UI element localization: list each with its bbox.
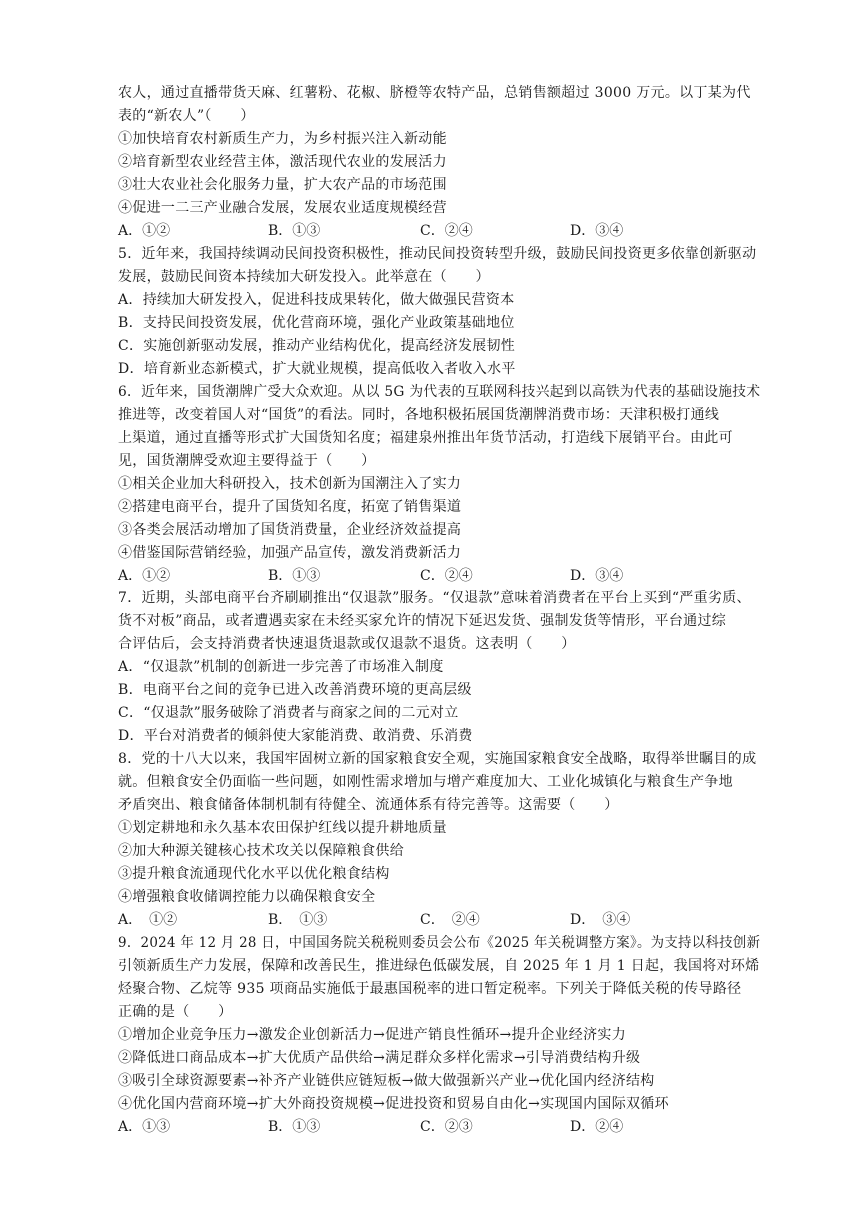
answer-options xyxy=(118,565,758,587)
question-stem-line: 发展，鼓励民间资本持续加大研发投入。此举意在（ ） xyxy=(118,269,490,285)
answer-options xyxy=(118,1116,758,1138)
question-stem-line: 9．2024 年 12 月 28 日，中国国务院关税税则委员会公布《2025 年关税调整方案》。为支持以科技创新 xyxy=(118,935,761,951)
statement-item: ③提升粮食流通现代化水平以优化粮食结构 xyxy=(118,866,390,882)
option-d[interactable]: D．②④ xyxy=(570,1119,624,1135)
option-c[interactable]: C．“仅退款”服务破除了消费者与商家之间的二元对立 xyxy=(118,705,459,721)
option-a[interactable]: A．①② xyxy=(118,568,171,584)
question-stem-line: 农人，通过直播带货天麻、红薯粉、花椒、脐橙等农特产品，总销售额超过 3000 万元。以丁某为代 xyxy=(118,85,751,101)
option-b[interactable]: B．①③ xyxy=(268,223,321,239)
statement-item: ②降低进口商品成本→扩大优质产品供给→满足群众多样化需求→引导消费结构升级 xyxy=(118,1050,641,1066)
statement-item: ②加大种源关键核心技术攻关以保障粮食供给 xyxy=(118,843,404,859)
statement-item: ③壮大农业社会化服务力量，扩大农产品的市场范围 xyxy=(118,177,447,193)
question-stem-line: 7．近期，头部电商平台齐刷刷推出“仅退款”服务。“仅退款”意味着消费者在平台上买到“严重劣质、 xyxy=(118,590,751,606)
question-stem-line: 矛盾突出、粮食储备体制机制有待健全、流通体系有待完善等。这需要（ ） xyxy=(118,797,619,813)
statement-item: ④优化国内营商环境→扩大外商投资规模→促进投资和贸易自由化→实现国内国际双循环 xyxy=(118,1096,669,1112)
option-d[interactable]: D．培育新业态新模式，扩大就业规模，提高低收入者收入水平 xyxy=(118,361,516,377)
option-d[interactable]: D．③④ xyxy=(570,568,624,584)
answer-options xyxy=(118,220,758,242)
statement-item: ①加快培育农村新质生产力，为乡村振兴注入新动能 xyxy=(118,131,447,147)
question-stem-line: 上渠道，通过直播等形式扩大国货知名度；福建泉州推出年货节活动，打造线下展销平台。由此可 xyxy=(118,430,733,446)
statement-item: ④借鉴国际营销经验，加强产品宣传，激发消费新活力 xyxy=(118,545,462,561)
option-d[interactable]: D．③④ xyxy=(570,223,624,239)
question-stem-line: 推进等，改变着国人对“国货”的看法。同时，各地积极拓展国货潮牌消费市场：天津积极打通线 xyxy=(118,407,720,423)
question-stem-line: 见，国货潮牌受欢迎主要得益于（ ） xyxy=(118,453,376,469)
question-stem-line: 正确的是（ ） xyxy=(118,1004,233,1020)
question-stem-line: 表的“新农人”（ ） xyxy=(118,108,255,124)
option-d[interactable]: D．平台对消费者的倾斜使大家能消费、敢消费、乐消费 xyxy=(118,728,473,744)
option-c[interactable]: C．②④ xyxy=(420,568,473,584)
question-stem-line: 引领新质生产力发展，保障和改善民生，推进绿色低碳发展，自 2025 年 1 月 1 日起，我国将对环烯 xyxy=(118,958,760,974)
option-c[interactable]: C．②③ xyxy=(420,1119,473,1135)
option-c[interactable]: C． ②④ xyxy=(420,912,480,928)
statement-item: ③吸引全球资源要素→补齐产业链供应链短板→做大做强新兴产业→优化国内经济结构 xyxy=(118,1073,655,1089)
question-stem-line: 合评估后，会支持消费者快速退货退款或仅退款不退货。这表明（ ） xyxy=(118,636,576,652)
question-stem-line: 8．党的十八大以来，我国牢固树立新的国家粮食安全观，实施国家粮食安全战略，取得举世瞩目的成 xyxy=(118,751,757,767)
statement-item: ①划定耕地和永久基本农田保护红线以提升耕地质量 xyxy=(118,820,447,836)
option-c[interactable]: C．实施创新驱动发展，推动产业结构优化，提高经济发展韧性 xyxy=(118,338,516,354)
option-a[interactable]: A． ①② xyxy=(118,912,178,928)
option-c[interactable]: C．②④ xyxy=(420,223,473,239)
option-b[interactable]: B．①③ xyxy=(268,568,321,584)
question-stem-line: 6．近年来，国货潮牌广受大众欢迎。从以 5G 为代表的互联网科技兴起到以高铁为代表的基础设施技术 xyxy=(118,384,761,400)
question-stem-line: 5．近年来，我国持续调动民间投资积极性，推动民间投资转型升级，鼓励民间投资更多依靠创新驱动 xyxy=(118,246,757,262)
statement-item: ①相关企业加大科研投入，技术创新为国潮注入了实力 xyxy=(118,476,462,492)
question-stem-line: 烃聚合物、乙烷等 935 项商品实施低于最惠国税率的进口暂定税率。下列关于降低关税的传导路径 xyxy=(118,981,742,997)
statement-item: ②搭建电商平台，提升了国货知名度，拓宽了销售渠道 xyxy=(118,499,462,515)
option-d[interactable]: D． ③④ xyxy=(570,912,631,928)
statement-item: ②培育新型农业经营主体，激活现代农业的发展活力 xyxy=(118,154,447,170)
question-stem-line: 货不对板”商品，或者遭遇卖家在未经买家允许的情况下延迟发货、强制发货等情形，平台通过综 xyxy=(118,613,727,629)
option-a[interactable]: A．“仅退款”机制的创新进一步完善了市场准入制度 xyxy=(118,659,444,675)
option-a[interactable]: A．①③ xyxy=(118,1119,171,1135)
option-a[interactable]: A．①② xyxy=(118,223,171,239)
statement-item: ③各类会展活动增加了国货消费量，企业经济效益提高 xyxy=(118,522,462,538)
statement-item: ④增强粮食收储调控能力以确保粮食安全 xyxy=(118,889,376,905)
answer-options xyxy=(118,909,758,931)
option-b[interactable]: B．支持民间投资发展，优化营商环境，强化产业政策基础地位 xyxy=(118,315,515,331)
statement-item: ①增加企业竞争压力→激发企业创新活力→促进产销良性循环→提升企业经济实力 xyxy=(118,1027,626,1043)
option-b[interactable]: B． ①③ xyxy=(268,912,328,928)
option-b[interactable]: B．①③ xyxy=(268,1119,321,1135)
option-b[interactable]: B．电商平台之间的竞争已进入改善消费环境的更高层级 xyxy=(118,682,472,698)
option-a[interactable]: A．持续加大研发投入，促进科技成果转化，做大做强民营资本 xyxy=(118,292,515,308)
question-stem-line: 就。但粮食安全仍面临一些问题，如刚性需求增加与增产难度加大、工业化城镇化与粮食生产争地 xyxy=(118,774,733,790)
statement-item: ④促进一二三产业融合发展，发展农业适度规模经营 xyxy=(118,200,447,216)
